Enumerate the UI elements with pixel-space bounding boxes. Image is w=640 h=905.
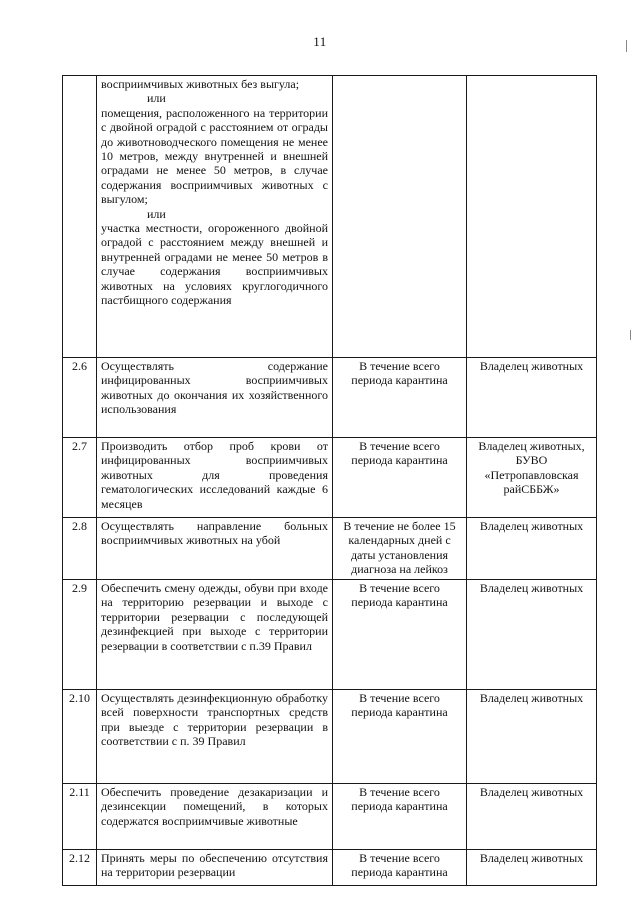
cell-measure: Принять меры по обеспечению отсутствия на территории резервации [97,850,333,886]
cell-number: 2.6 [63,358,97,438]
page-number: 11 [313,34,327,49]
cell-measure: Осуществлять дезинфекционную обработку всей поверхности транспортных средств при выезде с территории резервации в соответствии с п. 39 Правил [97,690,333,784]
cell-term: В течение не более 15 календарных дней с даты установления диагноза на лейкоз [333,518,467,580]
cell-number: 2.10 [63,690,97,784]
cell-responsible: Владелец животных [467,358,597,438]
cell-responsible: Владелец животных [467,580,597,690]
continuation-line: восприимчивых животных без выгула; [101,77,300,91]
scan-edge-mark [626,40,627,52]
cell-responsible: Владелец животных [467,518,597,580]
cell-number [63,76,97,358]
table-row [63,690,597,784]
cell-term: В течение всего периода карантина [333,580,467,690]
table-row [63,358,597,438]
cell-responsible [467,76,597,358]
cell-responsible: Владелец животных, БУВО «Петропавловская райСББЖ» [467,438,597,518]
cell-measure: Осуществлять направление больных восприимчивых животных на убой [97,518,333,580]
cell-measure: Производить отбор проб крови от инфицированных восприимчивых животных для проведения гематологических исследований каждые 6 месяцев [97,438,333,518]
cell-number: 2.8 [63,518,97,580]
table-row [63,784,597,850]
table-row-continuation [63,76,597,358]
cell-number: 2.12 [63,850,97,886]
cell-number: 2.9 [63,580,97,690]
cell-term: В течение всего периода карантина [333,358,467,438]
scan-edge-mark [630,330,631,340]
cell-term: В течение всего периода карантина [333,690,467,784]
cell-responsible: Владелец животных [467,784,597,850]
table-row [63,850,597,886]
measures-table [62,75,597,886]
cell-measure: Осуществлять содержание инфицированных восприимчивых животных до окончания их хозяйственного использования [97,358,333,438]
cell-term: В течение всего периода карантина [333,784,467,850]
cell-responsible: Владелец животных [467,850,597,886]
cell-term: В течение всего периода карантина [333,438,467,518]
cell-measure: Обеспечить проведение дезакаризации и дезинсекции помещений, в которых содержатся восприимчивые животные [97,784,333,850]
continuation-line: помещения, расположенного на территории с двойной оградой с расстоянием от ограды до животноводческого помещения не менее 10 метров, между внутренней и внешней оградами не менее 50 метров, в случае содержания восприимчивых животных с выгулом; [101,105,328,207]
table-row [63,518,597,580]
table-row [63,438,597,518]
table-row [63,580,597,690]
continuation-line: участка местности, огороженного двойной оградой с расстоянием между внешней и внутренней оградами не менее 50 метров в случае содержания восприимчивых животных на условиях круглогодичного пастбищного содержания [101,221,328,308]
continuation-or: или [147,91,166,106]
cell-number: 2.7 [63,438,97,518]
cell-responsible: Владелец животных [467,690,597,784]
cell-number: 2.11 [63,784,97,850]
cell-measure-continuation [97,76,333,358]
continuation-or: или [147,206,166,221]
cell-measure: Обеспечить смену одежды, обуви при входе на территорию резервации и выходе с территории резервации с последующей дезинфекцией при выходе с территории резервации в соответствии с п.39 Правил [97,580,333,690]
cell-term: В течение всего периода карантина [333,850,467,886]
cell-term [333,76,467,358]
